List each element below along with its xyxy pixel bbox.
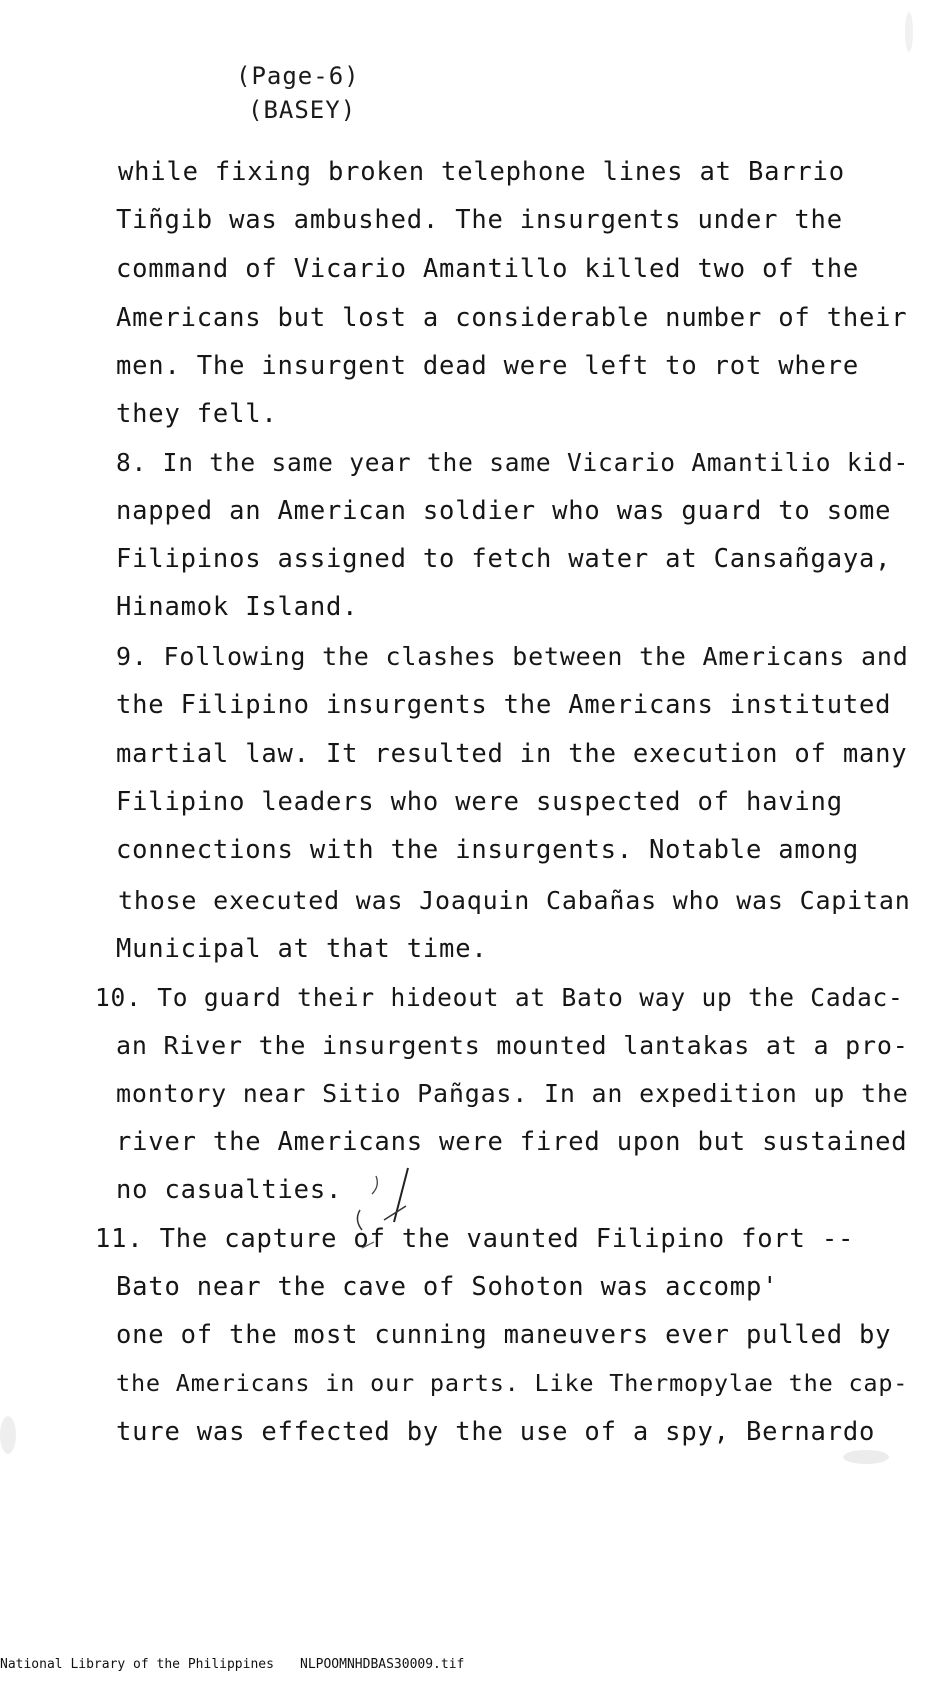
text-line: Bato near the cave of Sohoton was accomp' [116,1272,779,1302]
text-line: Americans but lost a considerable number of their [116,303,908,333]
text-line: one of the most cunning maneuvers ever pulled by [116,1320,892,1350]
text-line: Filipinos assigned to fetch water at Cansañgaya, [116,544,892,574]
text-line: command of Vicario Amantillo killed two of the [116,254,860,284]
handwritten-mark [350,1160,440,1280]
text-line: river the Americans were fired upon but sustained [116,1127,908,1157]
text-line: 11. The capture of the vaunted Filipino fort -- [95,1224,855,1254]
text-line: montory near Sitio Pañgas. In an expedition up the [116,1079,909,1108]
text-line: napped an American soldier who was guard to some [116,496,892,526]
footer-library: National Library of the Philippines [0,1657,274,1672]
scan-speck [0,1416,16,1454]
text-line: no casualties. [116,1175,343,1205]
scan-speck [843,1450,889,1464]
text-line: Filipino leaders who were suspected of having [116,787,843,817]
text-line: 10. To guard their hideout at Bato way up the Cadac- [95,983,904,1012]
text-line: 8. In the same year the same Vicario Amantilio kid- [116,448,910,477]
text-line: they fell. [116,399,278,429]
text-line: the Americans in our parts. Like Thermopylae the cap- [116,1369,909,1397]
text-line: while fixing broken telephone lines at Barrio [118,157,845,187]
text-line: those executed was Joaquin Cabañas who was Capitan [118,886,911,915]
text-line: Hinamok Island. [116,592,359,622]
text-line: men. The insurgent dead were left to rot where [116,351,860,381]
footer-filename: NLPOOMNHDBAS30009.tif [300,1657,465,1672]
text-line: martial law. It resulted in the execution of many [116,739,908,769]
scan-speck [905,12,913,52]
text-line: connections with the insurgents. Notable among [116,835,860,865]
page-number-heading: (Page-6) [236,62,360,90]
text-line: ture was effected by the use of a spy, Bernardo [116,1417,876,1447]
text-line: Tiñgib was ambushed. The insurgents under the [116,205,843,235]
text-line: Municipal at that time. [116,934,488,964]
text-line: the Filipino insurgents the Americans instituted [116,690,892,720]
text-line: an River the insurgents mounted lantakas at a pro- [116,1031,909,1060]
text-line: 9. Following the clashes between the Americans and [116,642,909,671]
town-heading: (BASEY) [248,96,357,124]
